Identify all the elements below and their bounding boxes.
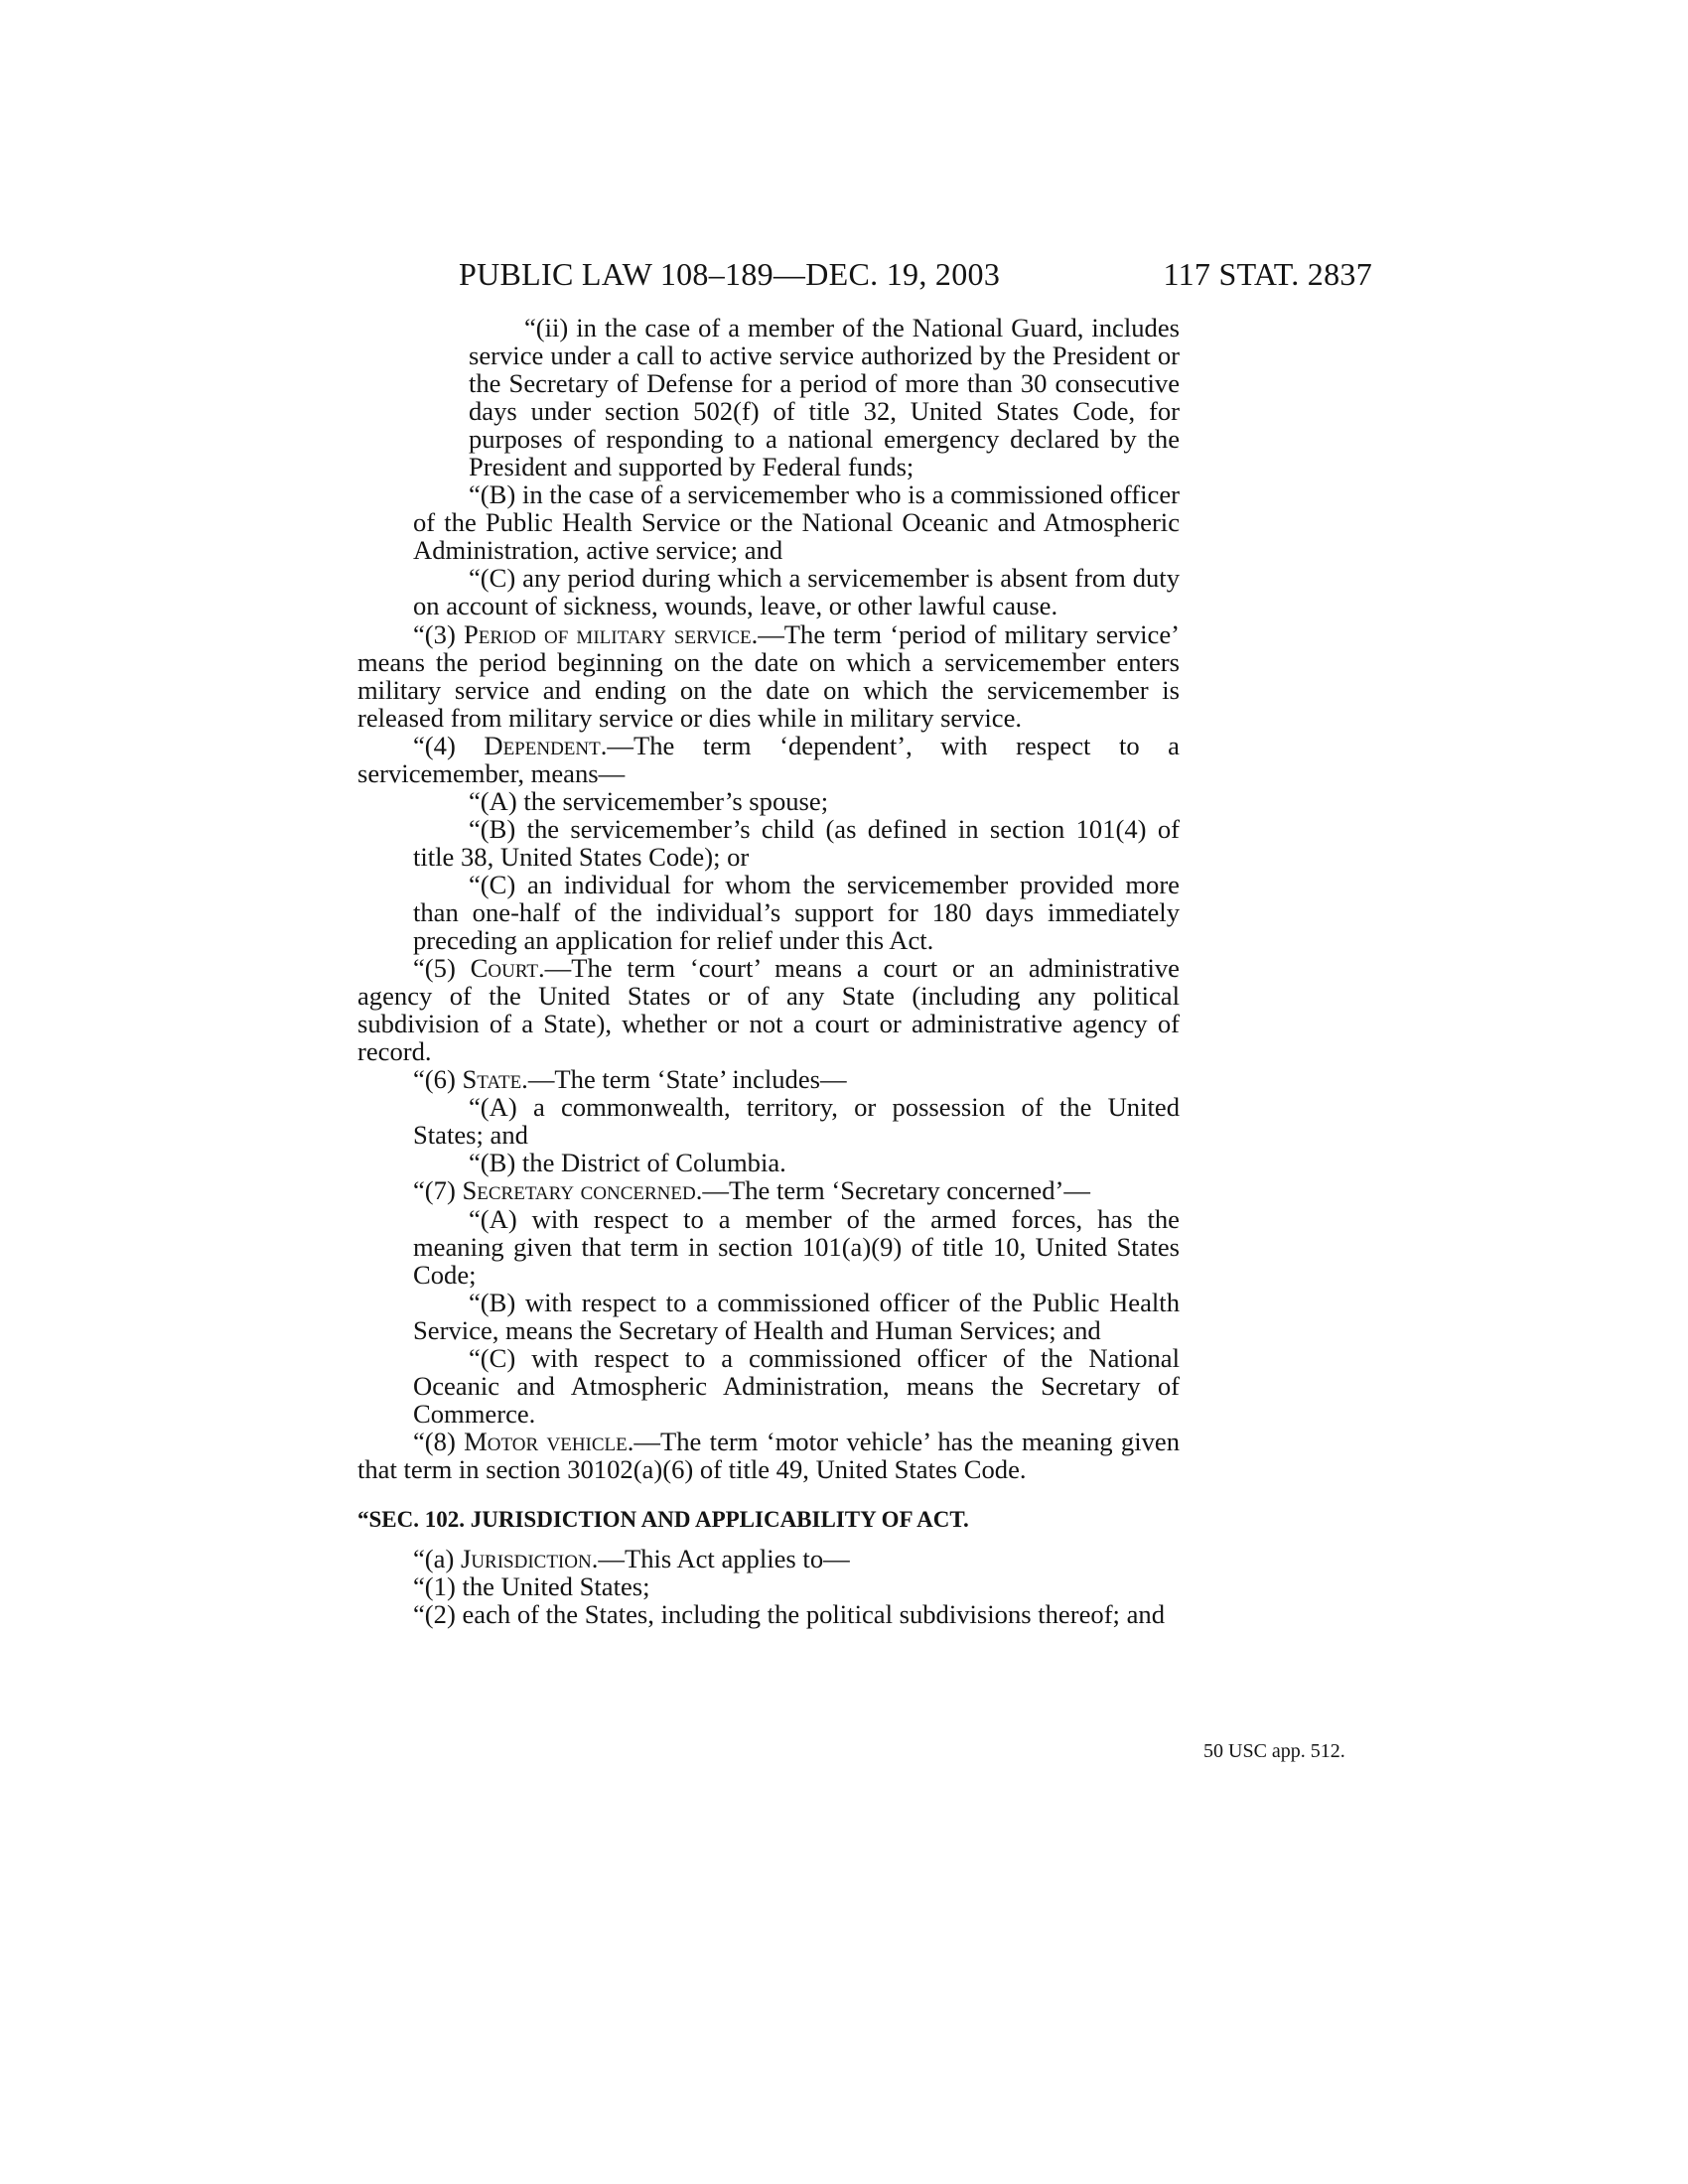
paragraph-text: “(B) the servicemember’s child (as defined in section 101(4) of title 38, United States Code); or — [413, 813, 1180, 872]
paragraph-text: .—The term ‘State’ includes— — [521, 1064, 847, 1095]
paragraph-text: .—This Act applies to— — [591, 1543, 850, 1573]
paragraph-text: .—The term ‘court’ means a court or an administrative agency of the United States or of any State (including any political subdivision of a State), whether or not a court or administrative agency of record. — [357, 953, 1180, 1067]
paragraph-text: “(1) the United States; — [413, 1571, 650, 1602]
statute-page-number: 117 STAT. 2837 — [1163, 256, 1372, 292]
section-heading: “SEC. 102. JURISDICTION AND APPLICABILITY OF ACT. — [357, 1506, 969, 1532]
paragraph-text: .—The term ‘period of military service’ means the period beginning on the date on which a servicemember enters military service and ending on the date on which the servicemember is released from military service or dies while in military service. — [357, 618, 1180, 733]
section-heading-row — [357, 1505, 1180, 1535]
statute-paragraph — [357, 620, 1180, 732]
paragraph-text: “(A) the servicemember’s spouse; — [469, 785, 829, 816]
paragraph-text: .—The term ‘Secretary concerned’— — [695, 1175, 1090, 1206]
paragraph-text: “(B) the District of Columbia. — [469, 1148, 786, 1178]
paragraph-heading: Jurisdiction — [460, 1543, 592, 1573]
statute-paragraph — [357, 1289, 1180, 1344]
running-head: PUBLIC LAW 108–189—DEC. 19, 2003 — [459, 256, 1001, 292]
statute-paragraph — [357, 480, 1180, 564]
paragraph-text: “(5) — [413, 953, 471, 984]
paragraph-text: “(A) with respect to a member of the armed forces, has the meaning given that term in section 101(a)(9) of title 10, United States Code; — [413, 1203, 1180, 1290]
paragraph-text: “(4) — [413, 730, 485, 760]
statute-paragraph — [357, 1545, 1180, 1572]
definitions-section — [357, 314, 1180, 1483]
paragraph-heading: Dependent — [484, 730, 601, 760]
statute-paragraph — [357, 1149, 1180, 1176]
statute-paragraph — [357, 954, 1180, 1065]
paragraph-text: “(8) — [413, 1426, 465, 1456]
statute-paragraph — [357, 1065, 1180, 1093]
statute-paragraph — [357, 732, 1180, 787]
paragraph-text: “(3) — [413, 618, 464, 649]
paragraph-heading: Court — [470, 953, 538, 984]
paragraph-text: .—The term ‘motor vehicle’ has the meaning given that term in section 30102(a)(6) of title 49, United States Code. — [357, 1426, 1181, 1484]
statute-paragraph — [357, 1428, 1180, 1483]
statute-paragraph — [357, 1600, 1180, 1628]
statute-body — [357, 314, 1180, 1628]
paragraph-text: “(C) any period during which a servicemember is absent from duty on account of sickness, wounds, leave, or other lawful cause. — [413, 563, 1180, 621]
paragraph-text: “(a) — [413, 1543, 461, 1573]
margin-note: 50 USC app. 512. — [1203, 1740, 1345, 1762]
paragraph-text: “(A) a commonwealth, territory, or possession of the United States; and — [413, 1092, 1180, 1151]
paragraph-text: .—The term ‘dependent’, with respect to a servicemember, means— — [357, 730, 1180, 788]
jurisdiction-section — [357, 1545, 1180, 1628]
paragraph-text: “(B) in the case of a servicemember who is a commissioned officer of the Public Health Service or the National Oceanic and Atmospheric Administration, active service; and — [413, 479, 1180, 566]
paragraph-text: “(ii) in the case of a member of the National Guard, includes service under a call to active service authorized by the President or the Secretary of Defense for a period of more than 30 consecutive days under section 502(f) of title 32, United States Code, for purposes of responding to a national emergency declared by the President and supported by Federal funds; — [469, 313, 1180, 482]
statute-paragraph — [357, 1093, 1180, 1149]
statute-paragraph — [357, 1176, 1180, 1204]
paragraph-heading: Period of military service — [463, 618, 752, 649]
statute-paragraph — [357, 815, 1180, 871]
statute-paragraph — [357, 787, 1180, 815]
page-header — [459, 250, 1372, 298]
paragraph-text: “(2) each of the States, including the political subdivisions thereof; and — [413, 1599, 1165, 1630]
statute-paragraph — [357, 1205, 1180, 1289]
statute-paragraph — [357, 1572, 1180, 1600]
paragraph-text: “(7) — [413, 1175, 463, 1206]
statute-paragraph — [357, 564, 1180, 619]
paragraph-heading: State — [462, 1064, 522, 1095]
statute-paragraph — [357, 1344, 1180, 1428]
paragraph-text: “(C) with respect to a commissioned officer of the National Oceanic and Atmospheric Administration, means the Secretary of Commerce. — [413, 1342, 1180, 1429]
paragraph-heading: Motor vehicle — [464, 1426, 628, 1456]
paragraph-text: “(C) an individual for whom the servicemember provided more than one-half of the individual’s support for 180 days immediately preceding an application for relief under this Act. — [413, 869, 1180, 956]
paragraph-heading: Secretary concerned — [462, 1175, 696, 1206]
statute-paragraph — [357, 871, 1180, 954]
statute-paragraph — [357, 314, 1180, 480]
paragraph-text: “(B) with respect to a commissioned officer of the Public Health Service, means the Secretary of Health and Human Services; and — [413, 1287, 1180, 1345]
paragraph-text: “(6) — [413, 1064, 463, 1095]
